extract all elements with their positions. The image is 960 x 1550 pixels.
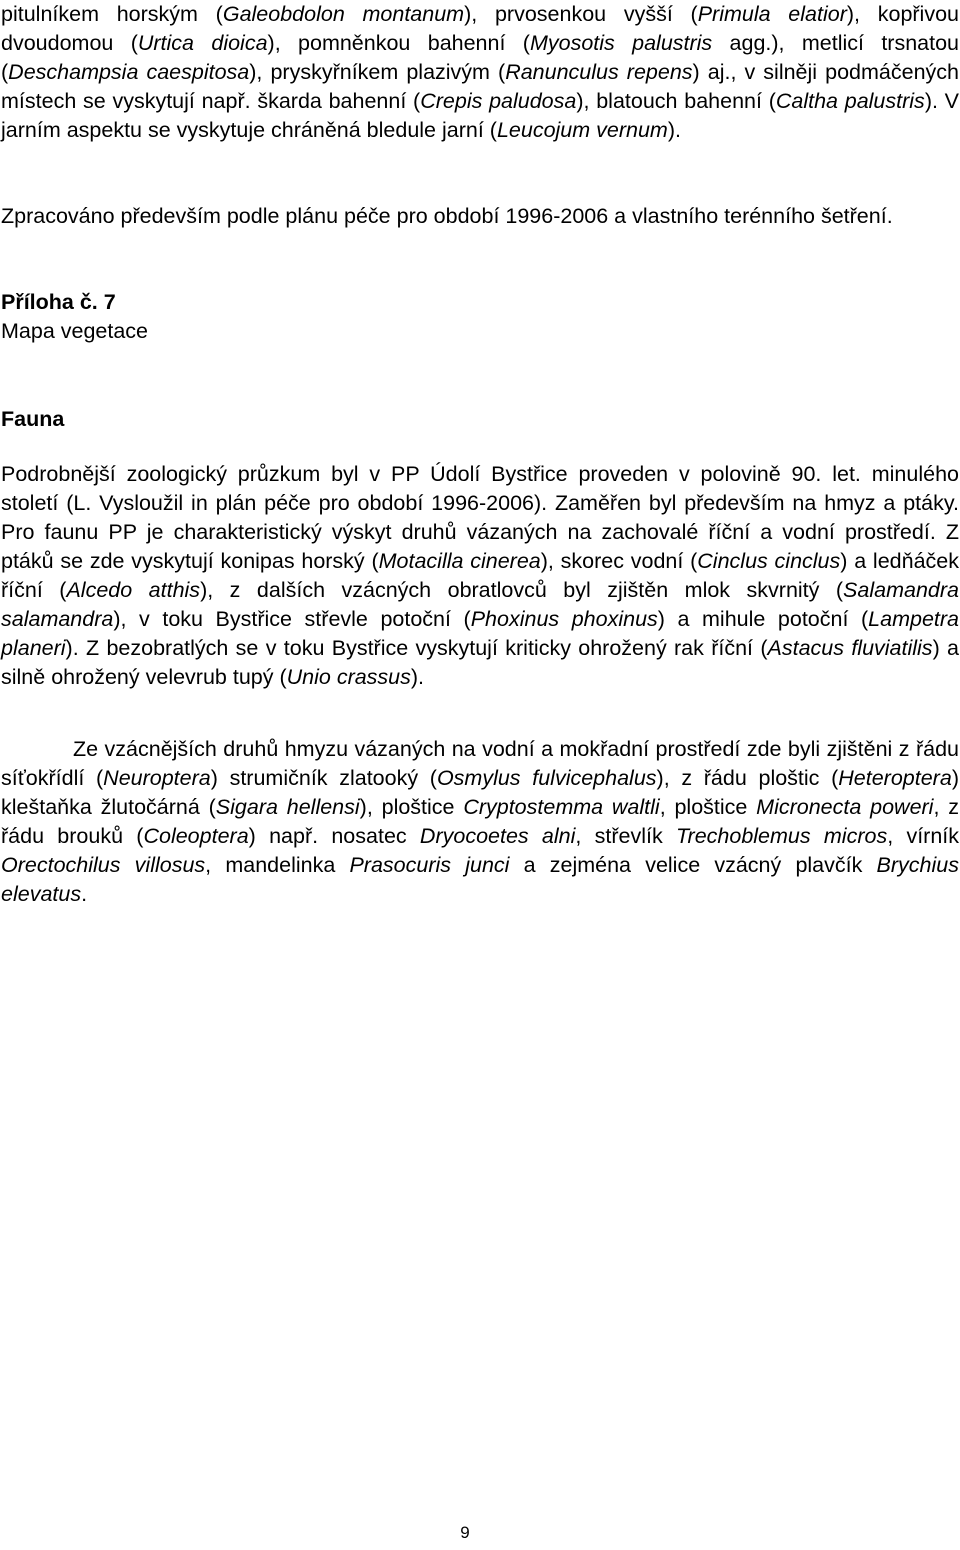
species-name: Phoxinus phoxinus — [470, 607, 658, 631]
fauna-heading: Fauna — [1, 407, 65, 431]
text-run: ), ploštice — [359, 795, 464, 819]
species-name: Galeobdolon montanum — [222, 2, 465, 26]
species-name: Sigara hellensi — [215, 795, 360, 819]
species-name: Alcedo atthis — [66, 578, 201, 602]
text-run: ). — [410, 665, 425, 689]
appendix-subtitle: Mapa vegetace — [1, 319, 149, 343]
species-name: Crepis paludosa — [420, 89, 577, 113]
species-name: Cinclus cinclus — [697, 549, 841, 573]
species-name: Osmylus fulvicephalus — [436, 766, 657, 790]
text-run: . — [81, 882, 88, 906]
species-name: Ranunculus repens — [505, 60, 693, 84]
text-run: , střevlík — [575, 824, 676, 848]
text-run: ) např. nosatec — [248, 824, 420, 848]
text-run: ), prvosenkou vyšší ( — [464, 2, 698, 26]
text-run: ), z dalších vzácných obratlovců byl zjištěn mlok skvrnitý ( — [200, 578, 844, 602]
species-name: Lampetra planeri — [1, 607, 960, 660]
text-run: ), v toku Bystřice střevle potoční ( — [113, 607, 471, 631]
text-run: , z řádu brouků ( — [1, 795, 959, 848]
text-run: , ploštice — [659, 795, 757, 819]
text-run: ), pomněnkou bahenní ( — [267, 31, 530, 55]
species-name: Dryocoetes alni — [419, 824, 576, 848]
text-run: Podrobnější zoologický průzkum byl v PP Údolí Bystřice proveden v polovině 90. let. minulého století (L. Vysloužil in plán péče pro období 1996-2006). Zaměřen byl především na hmyz a ptáky. Pro faunu PP je charakteristický výskyt druhů vázaných na zachovalé říční a vodní prostředí. Z ptáků se zde vyskytují konipas horský ( — [1, 462, 959, 573]
text-run: ) aj., v silněji podmáčených místech se vyskytují např. škarda bahenní ( — [1, 60, 959, 113]
text-run: ), pryskyřníkem plazivým ( — [249, 60, 506, 84]
text-run: ), z řádu ploštic ( — [656, 766, 839, 790]
species-name: Prasocuris junci — [349, 853, 510, 877]
species-name: Orectochilus villosus — [1, 853, 206, 877]
species-name: Leucojum vernum — [496, 118, 668, 142]
text-run: Ze vzácnějších druhů hmyzu vázaných na vodní a mokřadní prostředí zde byli zjištěni z řádu síťokřídlí ( — [1, 737, 959, 790]
text-run: , vírník — [887, 824, 960, 848]
text-run: ) kleštaňka žlutočárná ( — [1, 766, 959, 819]
appendix-title: Příloha č. 7 — [1, 290, 116, 314]
species-name: Trechoblemus micros — [676, 824, 888, 848]
species-name: Salamandra salamandra — [1, 578, 959, 631]
species-name: Primula elatior — [697, 2, 847, 26]
page-number: 9 — [460, 1523, 470, 1542]
text-run: ). — [667, 118, 681, 142]
species-name: Astacus fluviatilis — [767, 636, 933, 660]
text-run: agg.), metlicí trsnatou ( — [1, 31, 960, 84]
text-run: ) a ledňáček říční ( — [1, 549, 959, 602]
text-run: ). Z bezobratlých se v toku Bystřice vyskytují kriticky ohrožený rak říční ( — [65, 636, 768, 660]
text-run: ), kopřivou dvoudomou ( — [1, 2, 959, 55]
text-run: ). V jarním aspektu se vyskytuje chráněná bledule jarní ( — [1, 89, 960, 142]
species-name: Caltha palustris — [775, 89, 925, 113]
species-name: Urtica dioica — [137, 31, 268, 55]
text-run: a zejména velice vzácný plavčík — [509, 853, 877, 877]
text-run: ), skorec vodní ( — [540, 549, 698, 573]
species-name: Neuroptera — [103, 766, 211, 790]
species-name: Brychius elevatus — [1, 853, 959, 906]
text-run: ), blatouch bahenní ( — [576, 89, 776, 113]
species-name: Heteroptera — [838, 766, 952, 790]
species-name: Myosotis palustris — [529, 31, 713, 55]
fauna-paragraph-2 — [1, 735, 959, 909]
text-run: , mandelinka — [205, 853, 350, 877]
species-name: Micronecta poweri — [756, 795, 934, 819]
species-name: Coleoptera — [143, 824, 249, 848]
fauna-paragraph-1 — [1, 460, 959, 692]
species-name: Deschampsia caespitosa — [8, 60, 250, 84]
species-name: Cryptostemma waltli — [463, 795, 660, 819]
species-name: Unio crassus — [286, 665, 411, 689]
source-note-paragraph — [1, 202, 959, 231]
text-run: ) a mihule potoční ( — [657, 607, 869, 631]
text-run: pitulníkem horským ( — [1, 2, 223, 26]
text-run: ) a silně ohrožený velevrub tupý ( — [1, 636, 959, 689]
text-run: Zpracováno především podle plánu péče pro období 1996-2006 a vlastního terénního šetření. — [1, 204, 893, 228]
text-run: ) strumičník zlatooký ( — [210, 766, 437, 790]
vegetation-paragraph — [1, 0, 959, 145]
species-name: Motacilla cinerea — [378, 549, 541, 573]
